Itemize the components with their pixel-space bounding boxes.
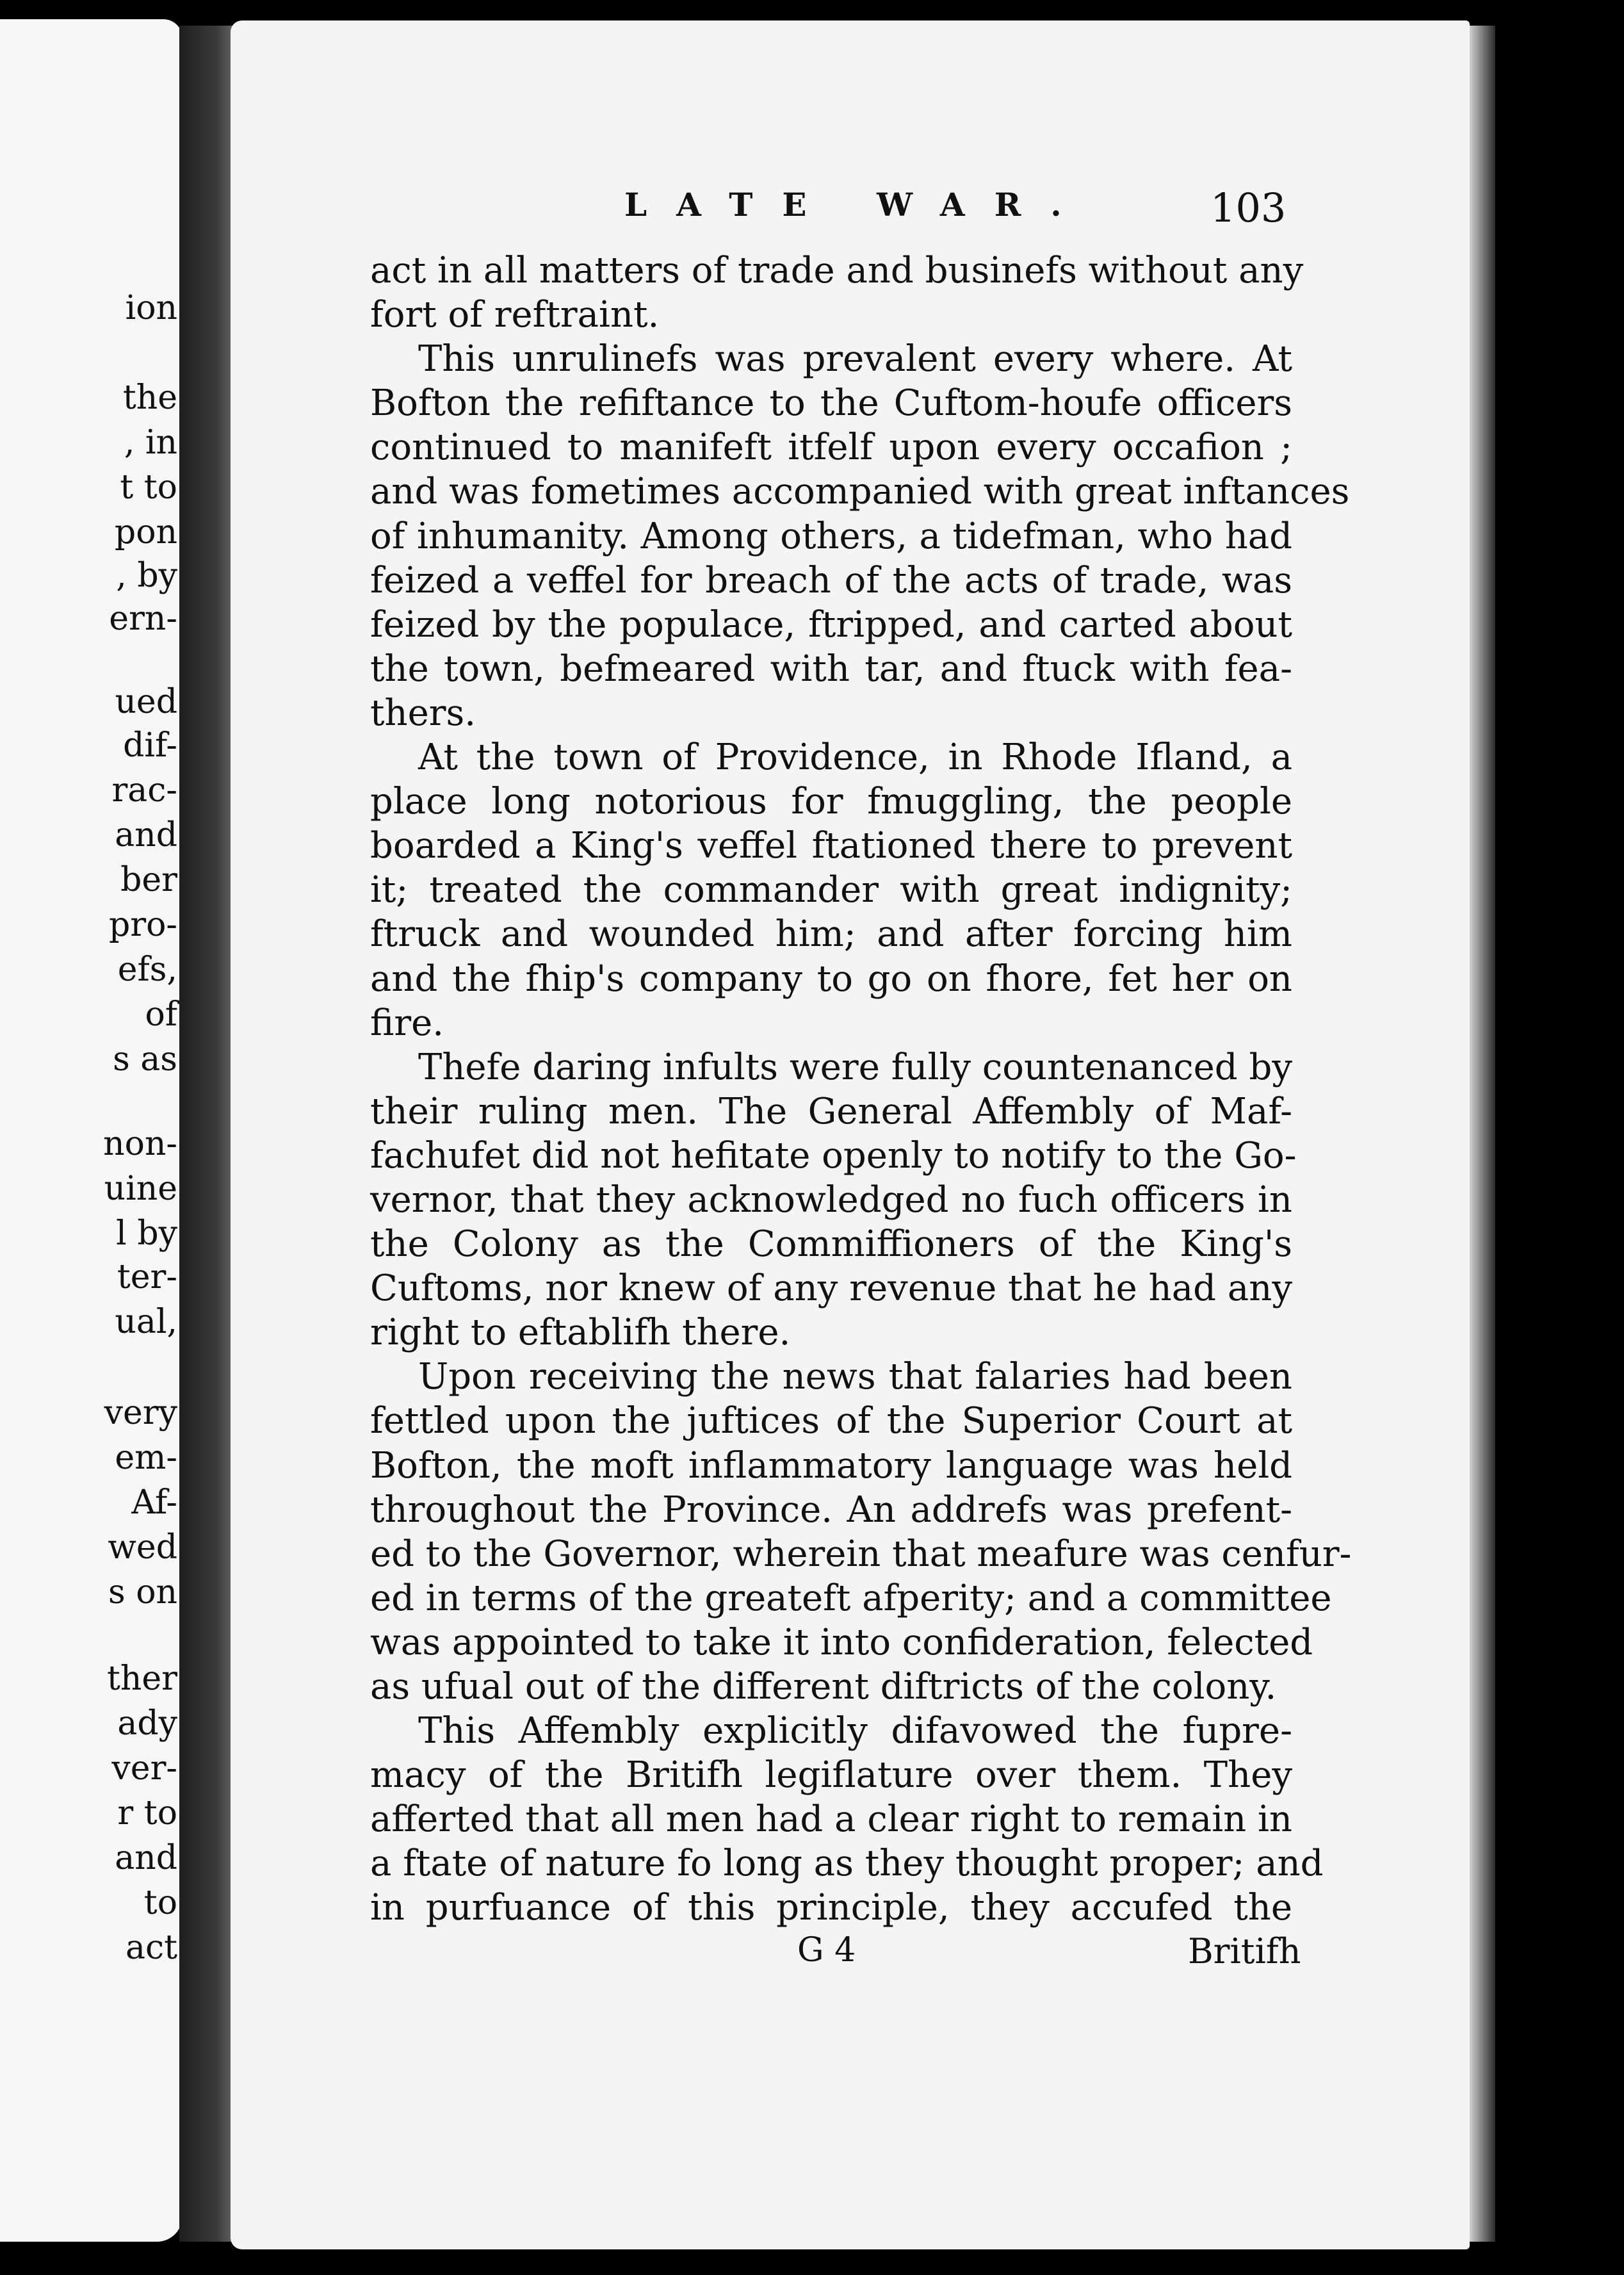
text-line: Thefe daring infults were fully countenanced by: [418, 1046, 1292, 1088]
left-fragment: ern-: [109, 599, 177, 638]
text-line: right to eftablifh there.: [370, 1312, 791, 1354]
text-line: of inhumanity. Among others, a tidefman, who had: [370, 515, 1292, 557]
left-fragment: , by: [116, 557, 177, 595]
left-fragment: em-: [115, 1439, 177, 1477]
left-fragment: r to: [117, 1794, 177, 1832]
left-fragment: uine: [104, 1170, 177, 1208]
left-fragment: act: [125, 1928, 177, 1967]
text-line: was appointed to take it into confideration, felected: [370, 1621, 1313, 1663]
left-fragment: and: [115, 816, 177, 854]
left-fragment: s on: [108, 1573, 177, 1611]
left-fragment: Af-: [131, 1483, 177, 1522]
text-line: macy of the Britifh legiflature over them. They: [370, 1754, 1292, 1797]
text-line: as ufual out of the different diftricts of the colony.: [370, 1666, 1277, 1708]
left-fragment: l by: [116, 1214, 177, 1253]
left-fragment: s as: [113, 1040, 177, 1079]
text-line: afferted that all men had a clear right to remain in: [370, 1798, 1292, 1841]
left-fragment: ion: [125, 289, 177, 327]
left-fragment: ber: [120, 861, 177, 899]
text-line: boarded a King's veffel ftationed there to prevent: [370, 825, 1292, 867]
left-fragment: non-: [103, 1125, 177, 1163]
text-line: their ruling men. The General Affembly of Maf-: [370, 1090, 1292, 1132]
left-fragment: ter-: [117, 1258, 177, 1296]
left-fragment: the: [122, 379, 177, 417]
left-fragment: ual,: [115, 1303, 177, 1341]
text-line: Bofton the refiftance to the Cuftom-houfe officers: [370, 382, 1292, 425]
text-line: thers.: [370, 692, 476, 734]
text-line: Upon receiving the news that falaries had been: [418, 1356, 1292, 1398]
text-line: fort of reftraint.: [370, 294, 660, 336]
left-fragment: dif-: [123, 726, 177, 765]
text-line: ed in terms of the greateft afperity; and a committee: [370, 1577, 1332, 1619]
left-fragment: ued: [115, 683, 177, 721]
text-line: place long notorious for fmuggling, the people: [370, 781, 1292, 823]
text-line: continued to manifeft itfelf upon every occafion ;: [370, 427, 1292, 469]
left-fragment: of: [145, 995, 177, 1034]
left-fragment: ther: [106, 1659, 177, 1698]
page-number: 103: [1210, 184, 1287, 231]
text-line: and was fometimes accompanied with great inftances: [370, 471, 1350, 513]
text-line: feized by the populace, ftripped, and carted about: [370, 603, 1292, 646]
left-fragment: t to: [120, 468, 177, 507]
text-line: fettled upon the juftices of the Superior Court at: [370, 1400, 1292, 1442]
left-fragment: ady: [117, 1704, 177, 1743]
left-fragment: very: [104, 1394, 177, 1432]
text-line: At the town of Providence, in Rhode Ifland, a: [418, 737, 1292, 779]
text-line: This unrulinefs was prevalent every where. At: [418, 338, 1292, 380]
text-line: Cuftoms, nor knew of any revenue that he had any: [370, 1268, 1292, 1310]
left-fragment: pro-: [108, 906, 177, 944]
left-fragment: ver-: [111, 1749, 177, 1788]
left-fragment: , in: [124, 423, 177, 462]
text-line: in purfuance of this principle, they accufed the: [370, 1887, 1292, 1929]
text-line: act in all matters of trade and businefs without any: [370, 250, 1304, 291]
text-line: fire.: [370, 1002, 444, 1044]
left-fragment: efs,: [117, 950, 177, 989]
left-facing-page: [0, 19, 183, 2242]
text-line: throughout the Province. An addrefs was prefent-: [370, 1488, 1292, 1531]
text-line: it; treated the commander with great indignity;: [370, 869, 1292, 911]
text-line: ftruck and wounded him; and after forcing him: [370, 913, 1292, 956]
left-fragment: pon: [114, 513, 177, 551]
text-line: the Colony as the Commiffioners of the King's: [370, 1223, 1292, 1266]
text-line: vernor, that they acknowledged no fuch officers in: [370, 1178, 1292, 1221]
text-line: Bofton, the moft inflammatory language was held: [370, 1444, 1292, 1487]
left-fragment: rac-: [111, 771, 177, 810]
text-line: feized a veffel for breach of the acts of trade, was: [370, 559, 1292, 601]
running-head: LATE WAR.: [624, 186, 1091, 224]
left-fragment: to: [143, 1884, 177, 1922]
left-fragment: and: [115, 1839, 177, 1877]
text-line: ed to the Governor, wherein that meafure was cenfur-: [370, 1533, 1352, 1575]
signature-mark: G 4: [797, 1931, 856, 1969]
left-fragment: wed: [108, 1528, 177, 1567]
catchword: Britifh: [1188, 1931, 1301, 1971]
text-line: and the fhip's company to go on fhore, fet her on: [370, 958, 1292, 1000]
page-edge-shadow: [1470, 26, 1495, 2242]
text-line: fachufet did not hefitate openly to notify to the Go-: [370, 1134, 1297, 1177]
text-line: This Affembly explicitly difavowed the fupre-: [418, 1710, 1292, 1752]
text-line: a ftate of nature fo long as they thought proper; and: [370, 1843, 1324, 1885]
body-text: [370, 249, 1352, 1930]
text-line: the town, befmeared with tar, and ftuck with fea-: [370, 648, 1292, 690]
